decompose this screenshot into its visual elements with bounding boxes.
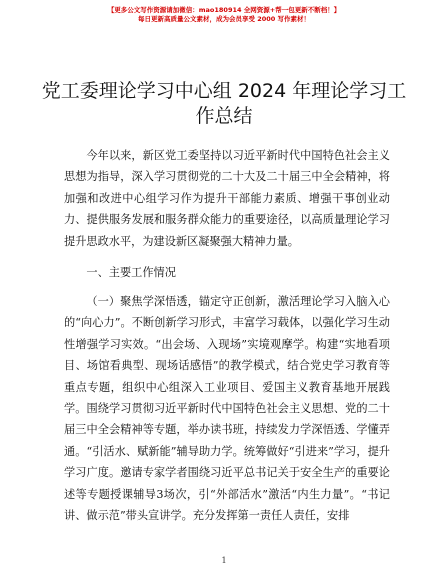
page-number: 1 bbox=[221, 556, 227, 565]
intro-paragraph: 今年以来，新区党工委坚持以习近平新时代中国特色社会主义思想为指导，深入学习贯彻党的二十大及二十届三中全会精神，将加强和改进中心组学习作为提升干部能力素质、增强干事创业动力、提供服务发展和服务群众能力的重要途径，以高质量理论学习提升思政水平，为建设新区凝聚强大精神力量。 bbox=[64, 149, 390, 248]
section-paragraph: （一）聚焦学深悟透，锚定守正创新，激活理论学习入脑入心的“向心力”。不断创新学习形式，丰富学习载体，以强化学习生动性增强学习实效。“出会场、入现场”实境观摩学。构建“实地看项目、场馆看典型、现场话感悟”的教学模式，结合党史学习教育等重点专题，组织中心组深入工业项目、爱国主义教育基地开展践学。围绕学习贯彻习近平新时代中国特色社会主义思想、党的二十届三中全会精神等专题，举办读书班，持续发力学深悟透、学懂弄通。“引活水、赋新能”辅导助力学。统筹做好“引进来”学习，提升学习广度。邀请专家学者围绕习近平总书记关于安全生产的重要论述等专题授课辅导3场次，引“外部活水”激活“内生力量”。“书记讲、做示范”带头宣讲学。充分发挥第一责任人责任，安排 bbox=[64, 295, 390, 523]
promo-banner bbox=[0, 6, 448, 24]
banner-line-2: 每日更新高质量公文素材，成为会员享受 2000 写作素材！ bbox=[137, 15, 311, 23]
document-title: 党工委理论学习中心组 2024 年理论学习工作总结 bbox=[41, 80, 407, 127]
section-heading: 一、主要工作情况 bbox=[86, 266, 176, 279]
banner-line-1: 【更多公文写作资源请加微信：mao180914 全网资源+帮一包更新不断档！】 bbox=[107, 6, 341, 14]
